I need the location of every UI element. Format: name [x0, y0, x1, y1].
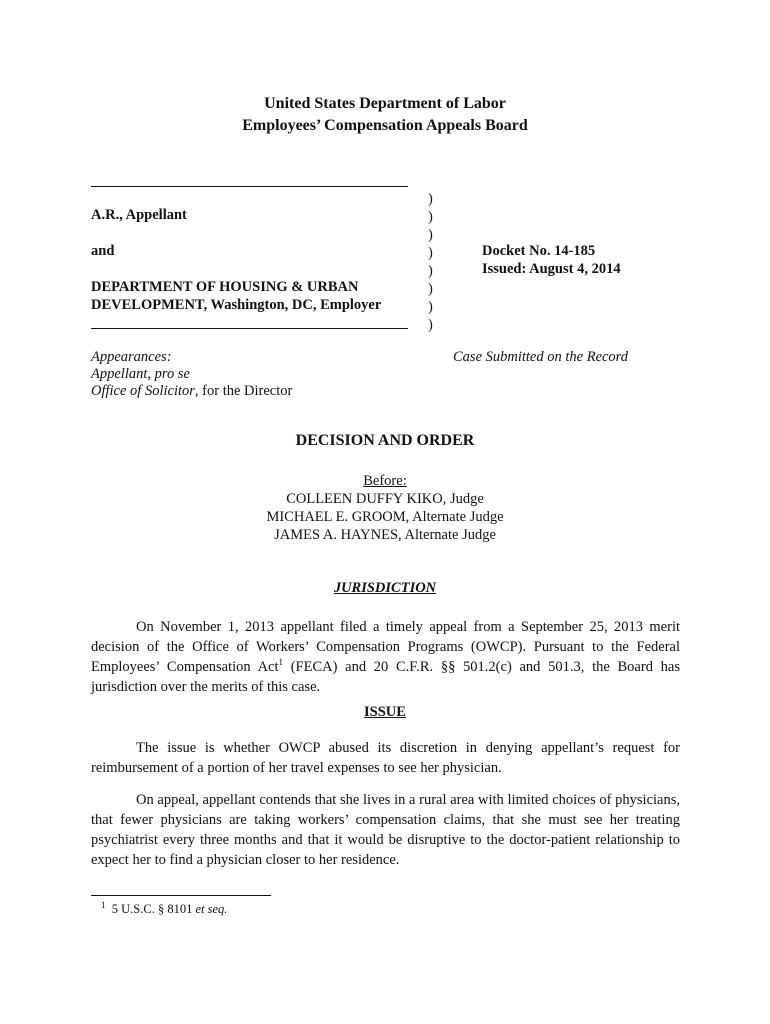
appeal-paragraph: On appeal, appellant contends that she lives in a rural area with limited choices of physicians, that fewer physicians are taking workers’ compensation claims, that she must see her treating psychiatrist every three months and that it would be disruptive to the doctor-patient relationship to expect her to find a physician closer to her residence. [91, 792, 680, 868]
judge-2: MICHAEL E. GROOM, Alternate Judge [266, 509, 504, 525]
jurisdiction-heading: JURISDICTION [333, 580, 437, 596]
case-submitted-note: Case Submitted on the Record [453, 349, 629, 365]
caption-appellant: A.R., Appellant [91, 207, 187, 223]
judge-1: COLLEEN DUFFY KIKO, Judge [286, 491, 484, 507]
caption-employer-line1: DEPARTMENT OF HOUSING & URBAN [91, 279, 359, 295]
caption-employer-line2: DEVELOPMENT, Washington, DC, Employer [91, 297, 382, 313]
caption-and: and [91, 243, 115, 259]
footnote-1: $^1$ 5 U.S.C. § 8101 et seq. [101, 899, 228, 916]
issue-heading: ISSUE [364, 704, 406, 720]
issued-date: Issued: August 4, 2014 [482, 261, 621, 277]
jurisdiction-paragraph: On November 1, 2013 appellant filed a timely appeal from a September 25, 2013 merit decision of the Office of Workers’ Compensation Programs (OWCP). Pursuant to the Federal Employees’ Compensation Act$^1$ (FECA) and 20 C.F.R. §§ 501.2(c) and 501.3, the Board has jurisdiction over the merits of this case. [91, 619, 680, 695]
appearances-appellant: Appellant, pro se [91, 366, 190, 382]
decision-title: DECISION AND ORDER [295, 432, 475, 449]
header-agency: United States Department of Labor [264, 95, 506, 112]
issue-paragraph: The issue is whether OWCP abused its discretion in denying appellant’s request for reimbursement of a portion of her travel expenses to see her physician. [91, 740, 680, 776]
footnote-ref: 1 [278, 657, 284, 668]
caption-bottom-rule [91, 328, 408, 329]
footnote-rule [91, 895, 271, 896]
header-board: Employees’ Compensation Appeals Board [242, 117, 528, 134]
appearances-label: Appearances: [91, 349, 172, 365]
appearances-solicitor: Office of Solicitor, for the Director [91, 383, 293, 399]
docket-number: Docket No. 14-185 [482, 243, 596, 259]
caption-top-rule [91, 186, 408, 187]
before-label: Before: [363, 473, 407, 489]
caption-parentheses: ) ) ) ) ) ) ) ) [428, 191, 433, 333]
judge-3: JAMES A. HAYNES, Alternate Judge [274, 527, 496, 543]
